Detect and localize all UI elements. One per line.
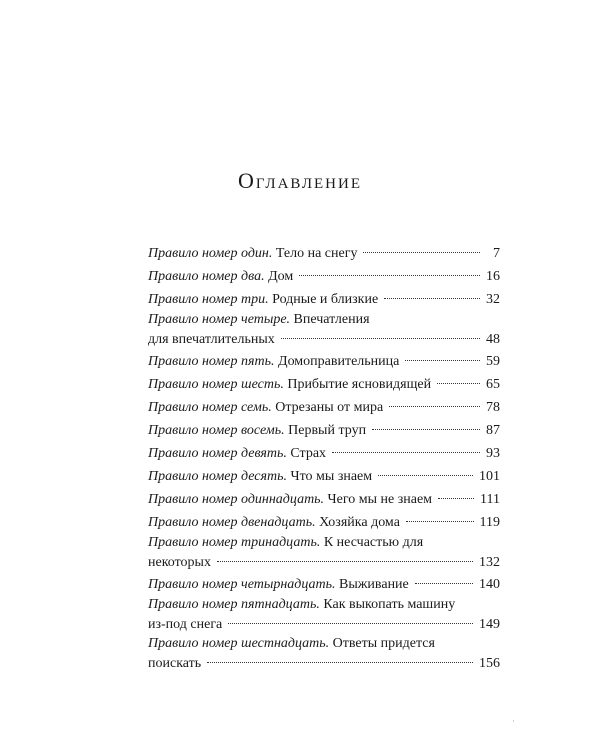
toc-title: К несчастью для [323, 535, 424, 550]
toc-rule: Правило номер восемь. [148, 423, 285, 438]
page-corner-mark: · [512, 716, 515, 726]
toc-page-number: 7 [493, 246, 500, 261]
toc-entry [148, 596, 500, 635]
toc-entry [148, 396, 500, 419]
toc-title: Что мы знаем [290, 469, 373, 484]
toc-title-continued: из-под снега [148, 617, 223, 632]
toc-page-number: 93 [486, 446, 500, 461]
toc-page-number: 87 [486, 423, 500, 438]
dot-leader [437, 383, 480, 384]
dot-leader [384, 298, 480, 299]
dot-leader [438, 498, 474, 499]
toc-page-number: 132 [479, 555, 500, 570]
toc-entry [148, 488, 500, 511]
toc-rule: Правило номер одиннадцать. [148, 492, 325, 507]
toc-title: Впечатления [293, 312, 370, 327]
toc-page-number: 156 [479, 656, 500, 671]
toc-page-number: 101 [479, 469, 500, 484]
toc-entry [148, 373, 500, 396]
toc-rule: Правило номер два. [148, 269, 265, 284]
toc-page-number: 59 [486, 354, 500, 369]
toc-entry [148, 419, 500, 442]
toc-title-continued: некоторых [148, 555, 211, 570]
toc-title-continued: поискать [148, 656, 202, 671]
toc-page-number: 119 [479, 515, 500, 530]
toc-title: Домоправительница [278, 354, 400, 369]
toc-rule: Правило номер семь. [148, 400, 272, 415]
toc-entry [148, 442, 500, 465]
toc-rule: Правило номер десять. [148, 469, 288, 484]
dot-leader [372, 429, 480, 430]
toc-title: Хозяйка дома [319, 515, 400, 530]
toc-title: Отрезаны от мира [275, 400, 384, 415]
table-of-contents [148, 242, 500, 674]
toc-rule: Правило номер девять. [148, 446, 287, 461]
dot-leader [406, 521, 474, 522]
toc-entry [148, 573, 500, 596]
toc-entry [148, 288, 500, 311]
toc-page-number: 140 [479, 577, 500, 592]
page-title: Оглавление [237, 168, 363, 193]
dot-leader [207, 662, 473, 663]
toc-page-number: 16 [486, 269, 500, 284]
toc-entry [148, 511, 500, 534]
toc-entry [148, 635, 500, 674]
toc-title: Дом [268, 269, 294, 284]
toc-title: Выживание [339, 577, 409, 592]
dot-leader [217, 561, 473, 562]
toc-entry [148, 534, 500, 573]
toc-entry [148, 265, 500, 288]
toc-title-continued: для впечатлительных [148, 332, 275, 347]
toc-entry [148, 311, 500, 350]
dot-leader [228, 623, 473, 624]
toc-page-number: 65 [486, 377, 500, 392]
dot-leader [378, 475, 473, 476]
toc-page-number: 149 [479, 617, 500, 632]
toc-title: Прибытие ясновидящей [287, 377, 432, 392]
toc-rule: Правило номер шестнадцать. [148, 636, 330, 651]
toc-page-number: 48 [486, 332, 500, 347]
toc-title: Страх [290, 446, 327, 461]
toc-rule: Правило номер двенадцать. [148, 515, 316, 530]
toc-rule: Правило номер шесть. [148, 377, 284, 392]
dot-leader [389, 406, 480, 407]
dot-leader [363, 252, 480, 253]
toc-title: Первый труп [288, 423, 367, 438]
toc-title: Тело на снегу [275, 246, 358, 261]
toc-rule: Правило номер один. [148, 246, 273, 261]
toc-title: Как выкопать машину [323, 597, 456, 612]
toc-rule: Правило номер пятнадцать. [148, 597, 320, 612]
toc-rule: Правило номер пять. [148, 354, 275, 369]
dot-leader [299, 275, 480, 276]
toc-entry [148, 242, 500, 265]
toc-page-number: 78 [486, 400, 500, 415]
toc-rule: Правило номер четырнадцать. [148, 577, 336, 592]
toc-entry [148, 465, 500, 488]
toc-title: Ответы придется [332, 636, 435, 651]
toc-title: Чего мы не знаем [327, 492, 433, 507]
toc-page-number: 111 [480, 492, 500, 507]
toc-title: Родные и близкие [272, 292, 379, 307]
toc-page-number: 32 [486, 292, 500, 307]
toc-rule: Правило номер тринадцать. [148, 535, 321, 550]
dot-leader [281, 338, 480, 339]
dot-leader [405, 360, 480, 361]
dot-leader [415, 583, 473, 584]
toc-entry [148, 350, 500, 373]
toc-rule: Правило номер четыре. [148, 312, 291, 327]
dot-leader [332, 452, 480, 453]
toc-rule: Правило номер три. [148, 292, 269, 307]
